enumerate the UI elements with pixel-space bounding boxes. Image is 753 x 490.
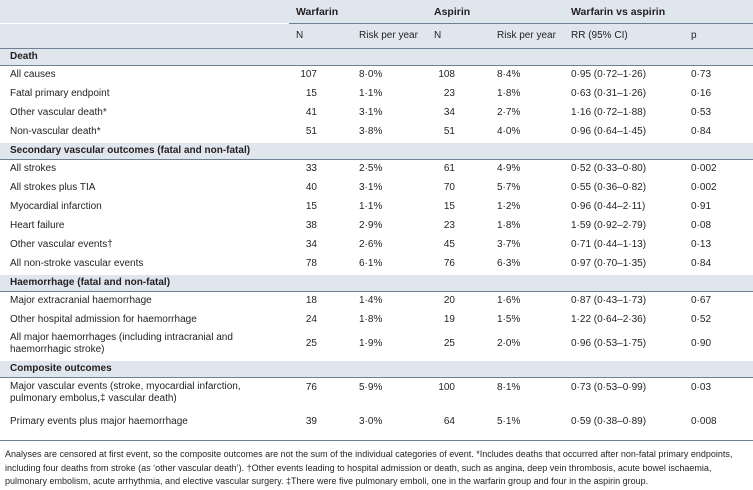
aspirin-risk: 1·2% [497,201,521,212]
aspirin-n: 45 [443,239,455,250]
aspirin-risk: 8·1% [497,382,521,393]
warfarin-n: 51 [305,126,317,137]
aspirin-n: 20 [443,295,455,306]
table-row [0,179,753,198]
warfarin-risk: 6·1% [359,258,383,269]
aspirin-n: 15 [443,201,455,212]
rr-ci: 0·96 (0·64–1·45) [571,126,647,137]
header-rr: RR (95% CI) [571,30,628,41]
table-row [0,198,753,217]
header-warfarin: Warfarin [296,6,339,18]
table-row [0,255,753,274]
header-warfarin-vs-aspirin: Warfarin vs aspirin [571,6,666,18]
row-label: All causes [10,69,56,80]
table-row [0,292,753,311]
warfarin-n: 34 [305,239,317,250]
aspirin-n: 23 [443,220,455,231]
table-row [0,66,753,85]
row-label: Primary events plus major haemorrhage [10,416,188,427]
rr-ci: 0·63 (0·31–1·26) [571,88,647,99]
warfarin-n: 38 [305,220,317,231]
rr-ci: 1·22 (0·64–2·36) [571,314,647,325]
aspirin-n: 64 [443,416,455,427]
row-label: All non-stroke vascular events [10,258,144,269]
table-row [0,104,753,123]
aspirin-risk: 4·0% [497,126,521,137]
p-value: 0·03 [691,382,712,393]
row-label: Other vascular events† [10,239,113,250]
table-row [0,412,753,432]
aspirin-n: 34 [443,107,455,118]
row-label: Major extracranial haemorrhage [10,295,152,306]
row-label: All major haemorrhages (including intracranial and haemorrhagic stroke) [10,332,233,355]
row-label: All strokes [10,163,57,174]
rr-ci: 0·52 (0·33–0·80) [571,163,647,174]
p-value: 0·52 [691,314,712,325]
aspirin-risk: 1·8% [497,88,521,99]
warfarin-risk: 3·1% [359,107,383,118]
p-value: 0·008 [691,416,717,427]
rr-ci: 0·96 (0·53–1·75) [571,338,647,349]
aspirin-n: 70 [443,182,455,193]
row-label: Major vascular events (stroke, myocardial infarction, pulmonary embolus,‡ vascular death) [10,381,241,404]
rr-ci: 0·71 (0·44–1·13) [571,239,647,250]
rr-ci: 0·73 (0·53–0·99) [571,382,647,393]
aspirin-risk: 3·7% [497,239,521,250]
row-label: Myocardial infarction [10,201,102,212]
row-label: Fatal primary endpoint [10,88,110,99]
table-row [0,217,753,236]
table-footnote: Analyses are censored at first event, so the composite outcomes are not the sum of the individual categories of event. *Includes deaths that occurred after non-fatal primary endpoints, including four deaths from stroke (as ‘other vascular death’). †Other events leading to hospital admission or death, such as angina, deep vein thrombosis, acute bowel ischaemia, pulmonary embolism, acute arrhythmia, and elective vascular surgery. ‡There were five pulmonary emboli, one in the warfarin group and four in the aspirin group. [5,449,733,487]
table-row [0,160,753,179]
table-row [0,236,753,255]
warfarin-risk: 1·8% [359,314,383,325]
p-value: 0·16 [691,88,712,99]
table-row [0,378,753,411]
section-header-death [0,49,753,65]
aspirin-risk: 2·7% [497,107,521,118]
warfarin-risk: 1·1% [359,88,383,99]
aspirin-n: 51 [443,126,455,137]
warfarin-risk: 2·9% [359,220,383,231]
rr-ci: 0·95 (0·72–1·26) [571,69,647,80]
rr-ci: 1·59 (0·92–2·79) [571,220,647,231]
rr-ci: 0·87 (0·43–1·73) [571,295,647,306]
aspirin-risk: 1·8% [497,220,521,231]
warfarin-risk: 2·5% [359,163,383,174]
row-label: Heart failure [10,220,65,231]
row-label: Other hospital admission for haemorrhage [10,314,197,325]
aspirin-n: 19 [443,314,455,325]
rr-ci: 0·55 (0·36–0·82) [571,182,647,193]
header-n-warfarin: N [296,30,304,41]
warfarin-n: 76 [305,382,317,393]
warfarin-n: 107 [300,69,317,80]
row-label: All strokes plus TIA [10,182,96,193]
table-row [0,311,753,330]
warfarin-n: 15 [305,201,317,212]
header-group-row [0,0,753,23]
warfarin-risk: 3·0% [359,416,383,427]
warfarin-n: 24 [305,314,317,325]
warfarin-n: 18 [305,295,317,306]
row-label: Other vascular death* [10,107,107,118]
warfarin-n: 78 [305,258,317,269]
warfarin-risk: 1·1% [359,201,383,212]
p-value: 0·002 [691,163,717,174]
aspirin-risk: 4·9% [497,163,521,174]
warfarin-n: 39 [305,416,317,427]
rr-ci: 0·96 (0·44–2·11) [571,201,646,212]
header-risk-warfarin: Risk per year [359,30,418,41]
aspirin-risk: 6·3% [497,258,521,269]
header-sub-row [0,24,753,48]
table-row [0,85,753,104]
p-value: 0·84 [691,258,712,269]
aspirin-risk: 5·7% [497,182,521,193]
warfarin-risk: 1·4% [359,295,383,306]
section-header-secondary [0,143,753,159]
section-title: Secondary vascular outcomes (fatal and non-fatal) [10,145,251,156]
section-header-composite [0,361,753,377]
header-p: p [691,30,697,41]
row-label: Non-vascular death* [10,126,101,137]
aspirin-n: 108 [438,69,455,80]
header-n-aspirin: N [434,30,442,41]
aspirin-n: 23 [443,88,455,99]
aspirin-risk: 2·0% [497,338,521,349]
warfarin-risk: 1·9% [359,338,383,349]
section-title: Composite outcomes [10,363,112,374]
rr-ci: 0·59 (0·38–0·89) [571,416,647,427]
warfarin-n: 40 [305,182,317,193]
p-value: 0·53 [691,107,712,118]
aspirin-n: 25 [443,338,455,349]
header-aspirin: Aspirin [434,6,471,18]
header-risk-aspirin: Risk per year [497,30,556,41]
rr-ci: 1·16 (0·72–1·88) [571,107,647,118]
aspirin-n: 76 [443,258,455,269]
p-value: 0·91 [691,201,712,212]
p-value: 0·13 [691,239,712,250]
warfarin-n: 25 [305,338,317,349]
p-value: 0·002 [691,182,717,193]
aspirin-risk: 5·1% [497,416,521,427]
rr-ci: 0·97 (0·70–1·35) [571,258,647,269]
section-title: Death [10,51,38,62]
warfarin-n: 15 [305,88,317,99]
p-value: 0·67 [691,295,712,306]
table-row [0,123,753,142]
warfarin-risk: 2·6% [359,239,383,250]
section-title: Haemorrhage (fatal and non-fatal) [10,277,171,288]
aspirin-n: 100 [438,382,455,393]
aspirin-risk: 1·6% [497,295,521,306]
table-row [0,330,753,359]
p-value: 0·08 [691,220,712,231]
warfarin-risk: 3·8% [359,126,383,137]
warfarin-n: 41 [305,107,317,118]
warfarin-risk: 3·1% [359,182,383,193]
aspirin-risk: 1·5% [497,314,521,325]
warfarin-n: 33 [305,163,317,174]
p-value: 0·73 [691,69,712,80]
table-bottom-rule [0,440,753,441]
warfarin-risk: 8·0% [359,69,383,80]
section-header-haemorrhage [0,275,753,291]
warfarin-risk: 5·9% [359,382,383,393]
p-value: 0·90 [691,338,712,349]
aspirin-risk: 8·4% [497,69,521,80]
p-value: 0·84 [691,126,712,137]
aspirin-n: 61 [443,163,455,174]
